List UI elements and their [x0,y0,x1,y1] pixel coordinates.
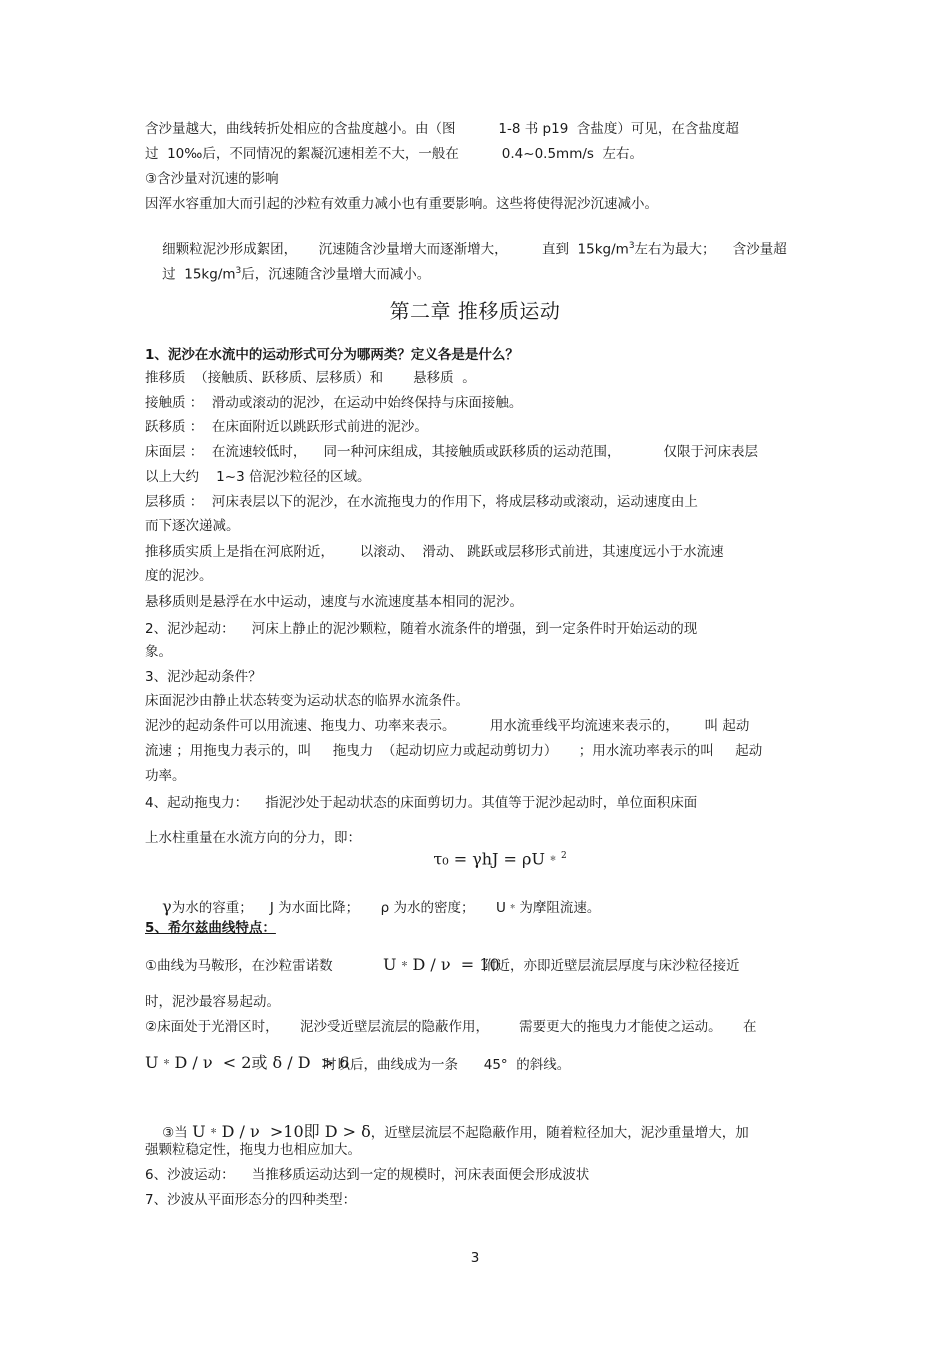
question-heading: 6、沙波运动： 当推移质运动达到一定的规模时，河床表面便会形成波状 [145,1167,590,1183]
text-line: 象。 [145,644,172,660]
text-line: 流速 ；用拖曳力表示的，叫 拖曳力 （起动切应力或起动剪切力） ；用水流功率表示的叫 起动 [145,743,763,759]
tau-formula [413,829,567,886]
page-number: 3 [470,1250,480,1266]
text-line: ①曲线为马鞍形，在沙粒雷诺数 [145,958,333,974]
question-heading: 2、泥沙起动： 河床上静止的泥沙颗粒，随着水流条件的增强，到一定条件时开始运动的现 [145,621,698,637]
text-segment: 细颗粒泥沙形成絮团， 沉速随含沙量增大而逐渐增大， 直到 15kg/m [162,241,629,258]
text-segment: 过 15kg/m [162,266,236,283]
text-line: 度的泥沙。 [145,568,213,584]
text-line [145,244,430,302]
text-line: 时，泥沙最容易起动。 [145,994,280,1010]
question-heading: 7、沙波从平面形态分的四种类型： [145,1192,357,1208]
text-line: 跃移质 ： 在床面附近以跳跃形式前进的泥沙。 [145,419,428,435]
formula-text: τ₀ = γhJ = ρU﹡ [433,849,561,869]
text-segment: 左右为最大； 含沙量超 [634,241,787,258]
text-segment: ③当 [162,1125,188,1141]
text-line: 以上大约 1~3 倍泥沙粒径的区域。 [145,469,371,485]
text-line: ②床面处于光滑区时， 泥沙受近壁层流层的隐蔽作用， 需要更大的拖曳力才能使之运动。 在 [145,1019,757,1035]
superscript: 3 [628,241,635,251]
reynolds-formula: U﹡D / ν = 10 [383,955,500,974]
text-line: 泥沙的起动条件可以用流速、拖曳力、功率来表示。 用水流垂线平均流速来表示的， 叫 起动 [145,718,750,734]
text-line: 上水柱重量在水流方向的分力，即： [145,830,361,846]
text-line: 含沙量越大，曲线转折处相应的含盐度越小。由（图 1-8 书 p19 含盐度）可见，在含盐度超 [145,121,739,137]
text-segment: 为水的容重； J 为水面比降； ρ 为水的密度； U﹡为摩阻流速。 [171,900,601,916]
superscript: 3 [235,266,242,276]
text-segment: 后，沉速随含沙量增大而减小。 [241,266,431,283]
text-line: 时以后，曲线成为一条 45° 的斜线。 [323,1057,571,1073]
text-line: 悬移质则是悬浮在水中运动，速度与水流速度基本相同的泥沙。 [145,594,523,610]
chapter-title: 第二章 推移质运动 [389,299,561,323]
question-heading: 3、泥沙起动条件？ [145,669,262,685]
question-heading: 1、泥沙在水流中的运动形式可分为哪两类？定义各是是什么？ [145,347,519,363]
text-line: ③含沙量对沉速的影响 [145,171,279,187]
text-line: 而下逐次递减。 [145,518,240,534]
text-line: 强颗粒稳定性，拖曳力也相应加大。 [145,1142,361,1158]
rough-zone-formula: U﹡D / ν >10即 D > δ [192,1122,371,1141]
smooth-zone-formula: U﹡D / ν < 2或 δ / D > 6 [145,1053,350,1072]
text-line: 因浑水容重加大而引起的沙粒有效重力减小也有重要影响。这些将使得泥沙沉速减小。 [145,196,658,212]
question-heading: 5、希尔兹曲线特点： [145,920,276,936]
text-line: 推移质 （接触质、跃移质、层移质）和 悬移质 。 [145,370,476,386]
gamma-symbol: γ [162,897,172,916]
text-line: 功率。 [145,768,186,784]
text-line: 床面泥沙由静止状态转变为运动状态的临界水流条件。 [145,693,469,709]
text-line: 层移质 ： 河床表层以下的泥沙，在水流拖曳力的作用下，将成层移动或滚动，运动速度由上 [145,494,698,510]
text-line: 床面层 ： 在流速较低时， 同一种河床组成，其接触质或跃移质的运动范围， 仅限于河床表层 [145,444,758,460]
text-line: 过 10‰后，不同情况的絮凝沉速相差不大，一般在 0.4~0.5mm/s 左右。 [145,146,644,162]
text-line: 推移质实质上是指在河底附近， 以滚动、 滑动、 跳跃或层移形式前进，其速度远小于水流速 [145,544,724,560]
superscript: 2 [560,851,567,861]
text-line: 附近，亦即近壁层流层厚度与床沙粒径接近 [483,958,740,974]
text-segment: ，近壁层流层不起隐蔽作用，随着粒径加大，泥沙重量增大，加 [370,1125,749,1141]
question-heading: 4、起动拖曳力： 指泥沙处于起动状态的床面剪切力。其值等于泥沙起动时，单位面积床面 [145,795,698,811]
text-line: 接触质 ： 滑动或滚动的泥沙，在运动中始终保持与床面接触。 [145,395,523,411]
